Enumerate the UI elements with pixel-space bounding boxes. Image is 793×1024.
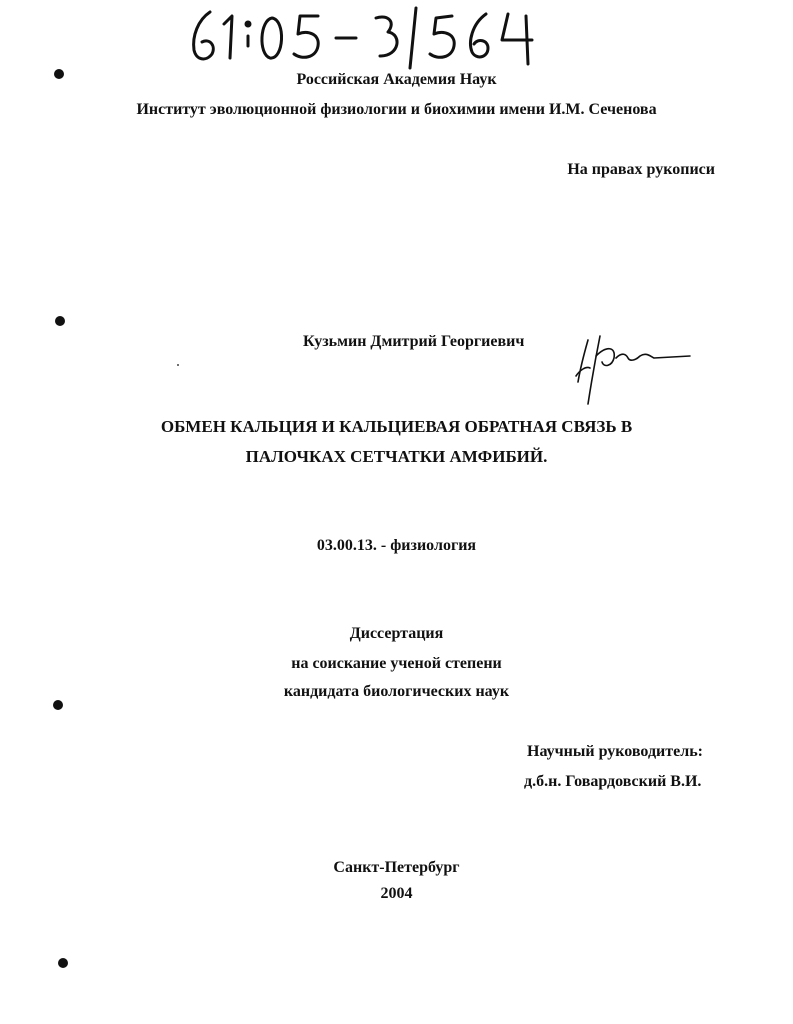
manuscript-rights-note: На правах рукописи: [567, 161, 715, 178]
city: Санкт-Петербург: [333, 859, 460, 876]
handwritten-archive-number: [180, 2, 550, 72]
degree-name: кандидата биологических наук: [283, 683, 510, 700]
dissertation-title-line-1: ОБМЕН КАЛЬЦИЯ И КАЛЬЦИЕВАЯ ОБРАТНАЯ СВЯЗЬ В: [160, 417, 633, 436]
punch-hole-mark: [54, 69, 64, 79]
punch-hole-mark: [53, 700, 63, 710]
institute-name: Институт эволюционной физиологии и биохимии имени И.М. Сеченова: [136, 101, 657, 118]
specialty-code: 03.00.13. - физиология: [316, 537, 477, 554]
dissertation-title-line-2: ПАЛОЧКАХ СЕТЧАТКИ АМФИБИЙ.: [245, 447, 548, 466]
author-signature: [566, 332, 694, 412]
supervisor-label: Научный руководитель:: [527, 743, 703, 760]
supervisor-name: д.б.н. Говардовский В.И.: [524, 773, 702, 790]
year: 2004: [380, 885, 413, 902]
author-name: Кузьмин Дмитрий Георгиевич: [303, 333, 525, 350]
scan-speck: [177, 364, 179, 366]
punch-hole-mark: [58, 958, 68, 968]
academy-name: Российская Академия Наук: [296, 71, 497, 88]
degree-purpose: на соискание ученой степени: [291, 655, 502, 672]
dissertation-label: Диссертация: [349, 625, 444, 642]
punch-hole-mark: [55, 316, 65, 326]
